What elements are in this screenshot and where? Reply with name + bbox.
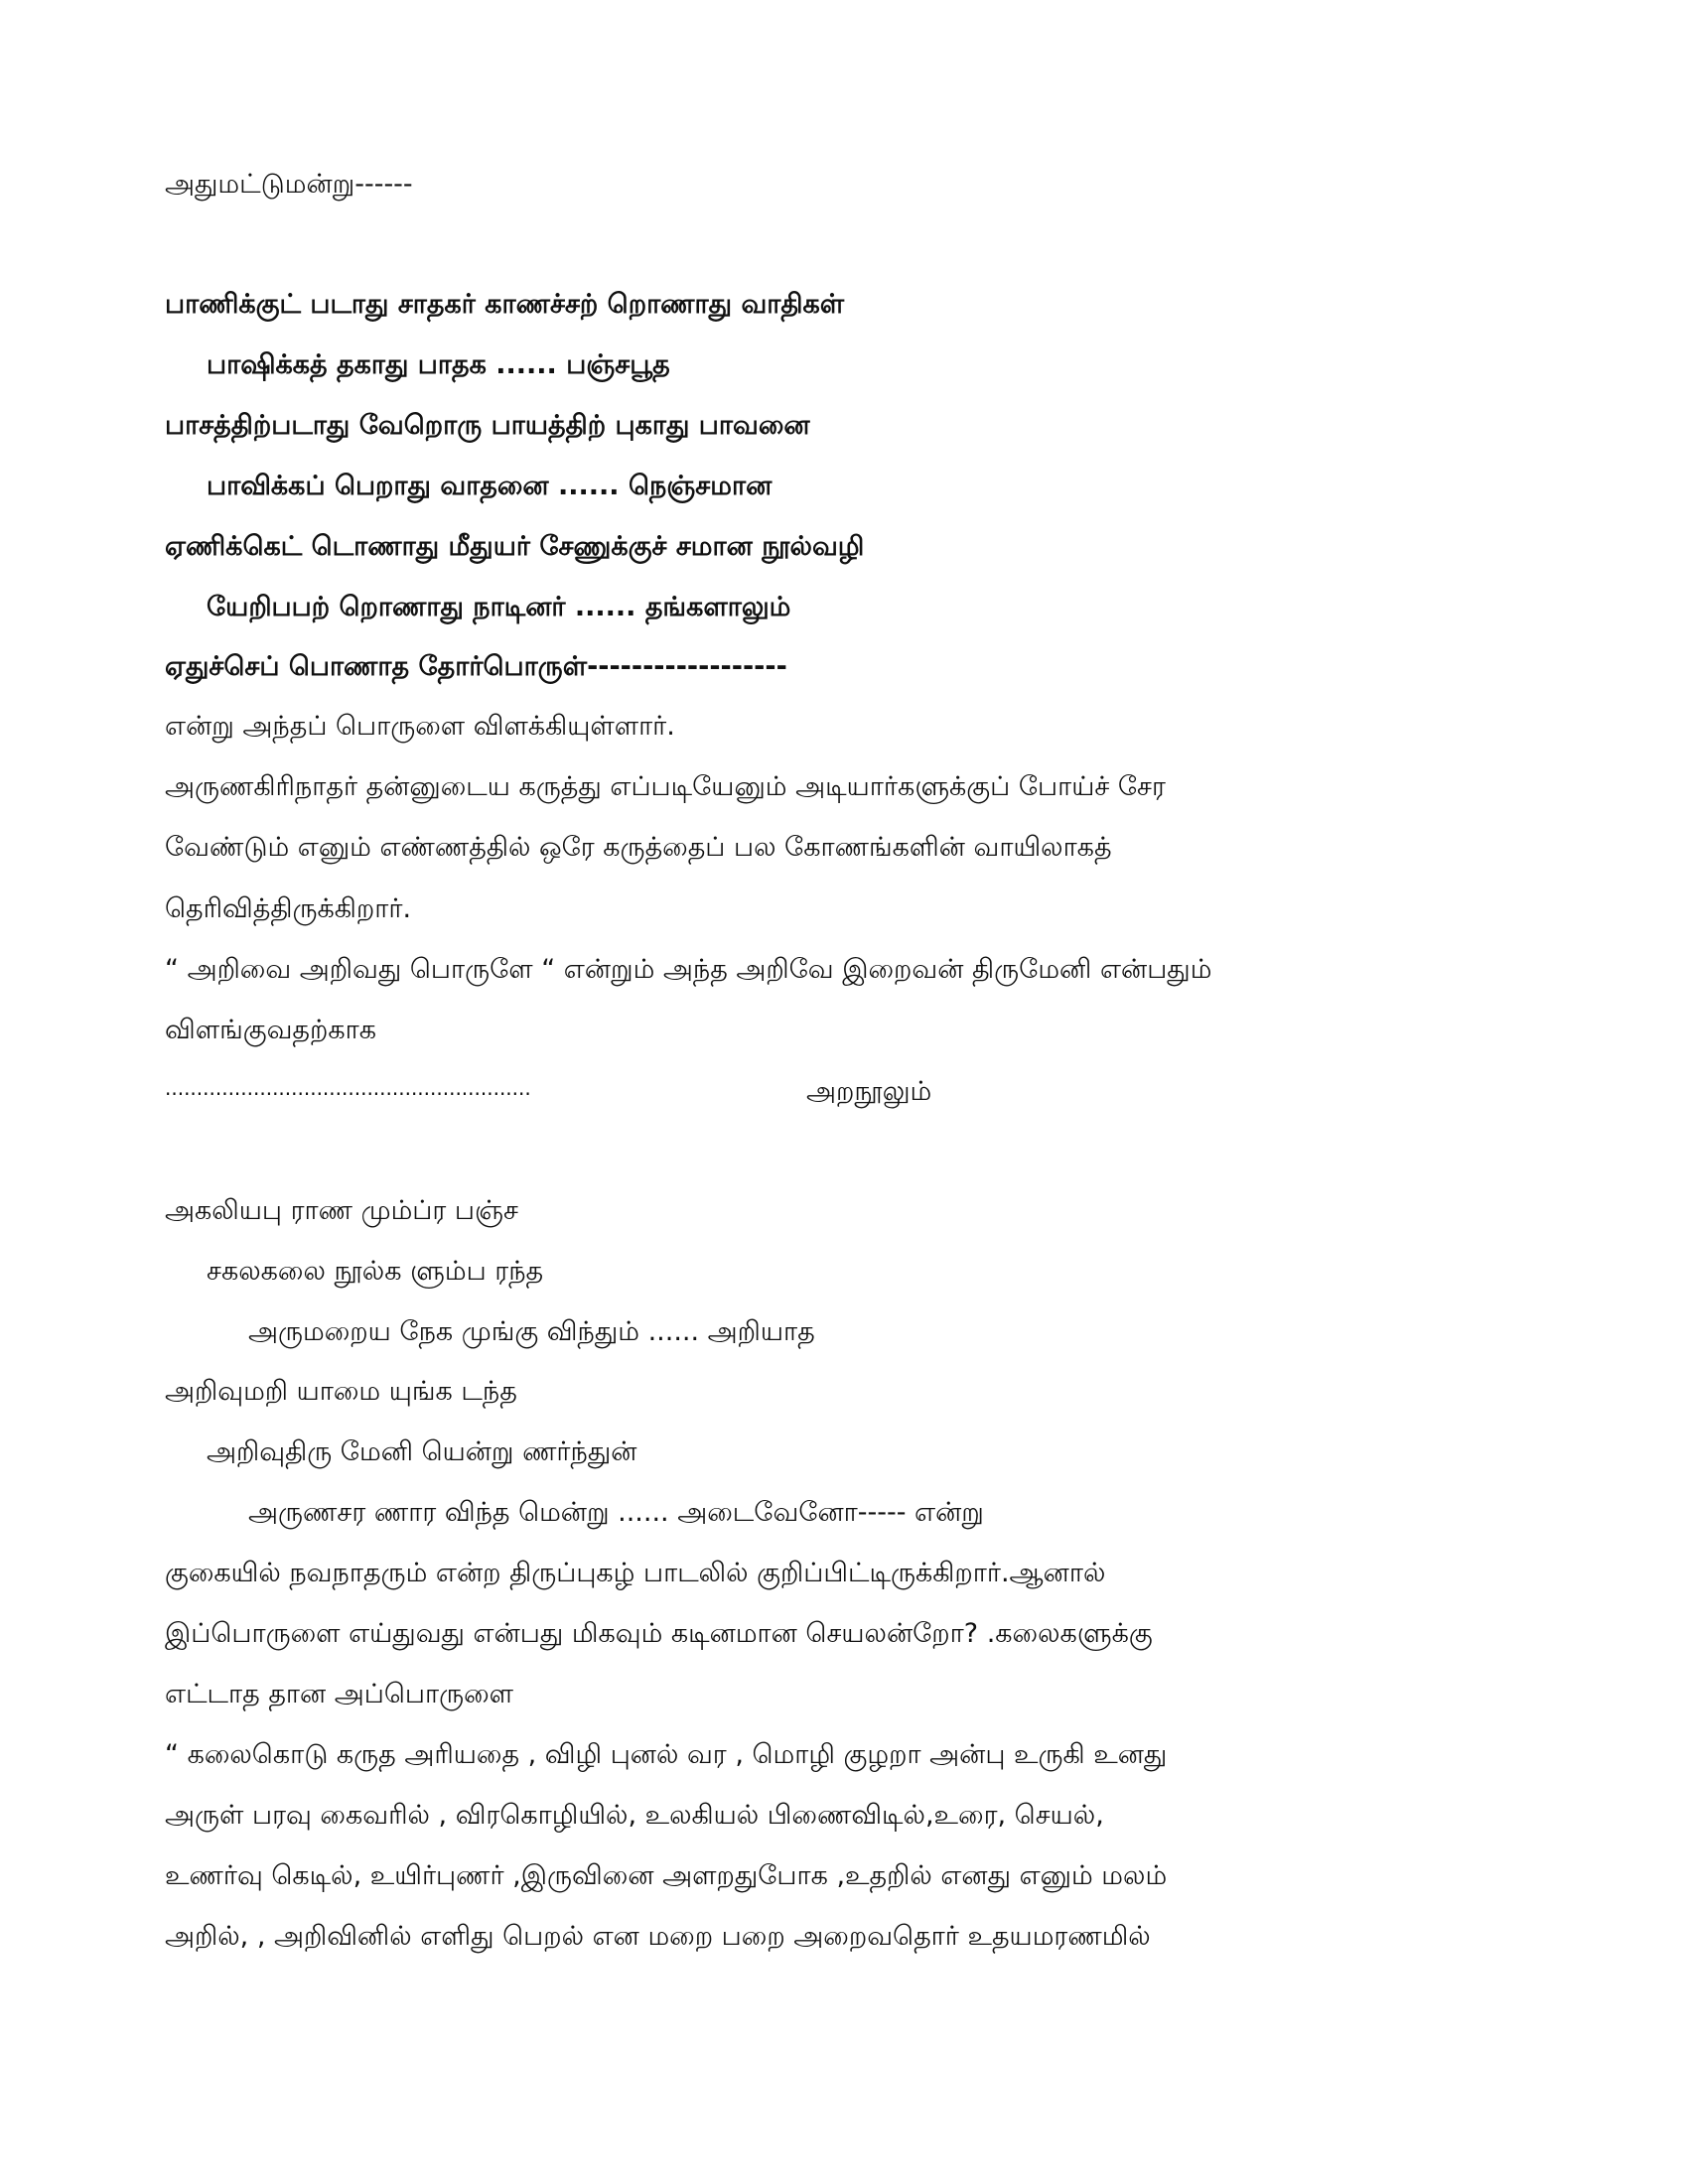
verse2-line-4: அறிவுமறி யாமை யுங்க டந்த xyxy=(165,1376,517,1407)
verse1-line-5: ஏணிக்கெட் டொணாது மீதுயர் சேணுக்குச் சமான நூல்வழி xyxy=(165,531,865,562)
heading-line: அதுமட்டுமன்று------ xyxy=(165,169,413,200)
para2-line-3: எட்டாத தான அப்பொருளை xyxy=(165,1679,514,1709)
para2-line-2: இப்பொருளை எய்துவது என்பது மிகவும் கடினமான செயலன்றோ? .கலைகளுக்கு xyxy=(165,1618,1153,1649)
para2-line-7: அறில், , அறிவினில் எளிது பெறல் என மறை பறை அறைவதொர் உதயமரணமில் xyxy=(165,1921,1151,1952)
verse2-line-6: அருணசர ணார விந்த மென்று ...... அடைவேனோ----- என்று xyxy=(248,1497,984,1528)
verse1-line-6: யேறிபபற் றொணாது நாடினர் ...... தங்களாலும் xyxy=(207,592,791,622)
para1-line-5: “ அறிவை அறிவது பொருளே “ என்றும் அந்த அறிவே இறைவன் திருமேனி என்பதும் xyxy=(165,954,1212,985)
verse2-line-1: அகலியபு ராண மும்ப்ர பஞ்ச xyxy=(165,1195,518,1226)
para1-line-6: விளங்குவதற்காக xyxy=(165,1015,377,1045)
para2-line-6: உணர்வு கெடில், உயிர்புணர் ,இருவினை அளறதுபோக ,உதறில் எனது எனும் மலம் xyxy=(165,1860,1168,1891)
para2-line-5: அருள் பரவு கைவரில் , விரகொழியில், உலகியல் பிணைவிடில்,உரை, செயல், xyxy=(165,1800,1104,1831)
verse2-line-5: அறிவுதிரு மேனி யென்று ணர்ந்துன் xyxy=(207,1436,637,1467)
para2-line-1: குகையில் நவநாதரும் என்ற திருப்புகழ் பாடலில் குறிப்பிட்டிருக்கிறார்.ஆனால் xyxy=(165,1558,1106,1588)
verse2-line-2: சகலகலை நூல்க ளும்ப ரந்த xyxy=(207,1256,544,1287)
verse1-line-7: ஏதுச்செப் பொணாத தோர்பொருள்------------------ xyxy=(165,651,787,682)
dotted-leader: .......................................................... xyxy=(165,1076,531,1100)
para1-line-1: என்று அந்தப் பொருளை விளக்கியுள்ளார். xyxy=(165,711,675,742)
verse1-line-1: பாணிக்குட் படாது சாதகர் காணச்சற் றொணாது வாதிகள் xyxy=(165,289,845,320)
verse1-line-3: பாசத்திற்படாது வேறொரு பாயத்திற் புகாது பாவனை xyxy=(165,410,810,441)
para1-line-3: வேண்டும் எனும் எண்ணத்தில் ஒரே கருத்தைப் பல கோணங்களின் வாயிலாகத் xyxy=(165,832,1112,863)
para1-line-2: அருணகிரிநாதர் தன்னுடைய கருத்து எப்படியேனும் அடியார்களுக்குப் போய்ச் சேர xyxy=(165,771,1166,802)
dots-line xyxy=(165,1072,1009,1112)
verse1-line-2: பாஷிக்கத் தகாது பாதக ...... பஞ்சபூத xyxy=(207,349,670,380)
verse1-line-4: பாவிக்கப் பெறாது வாதனை ...... நெஞ்சமான xyxy=(207,471,773,501)
dots-line-label: அறநூலும் xyxy=(806,1076,932,1107)
verse2-line-3: அருமறைய நேக முங்கு விந்தும் ...... அறியாத xyxy=(248,1316,815,1347)
para2-line-4: “ கலைகொடு கருத அரியதை , விழி புனல் வர , மொழி குழறா அன்பு உருகி உனது xyxy=(165,1739,1168,1770)
para1-line-4: தெரிவித்திருக்கிறார். xyxy=(165,893,412,924)
